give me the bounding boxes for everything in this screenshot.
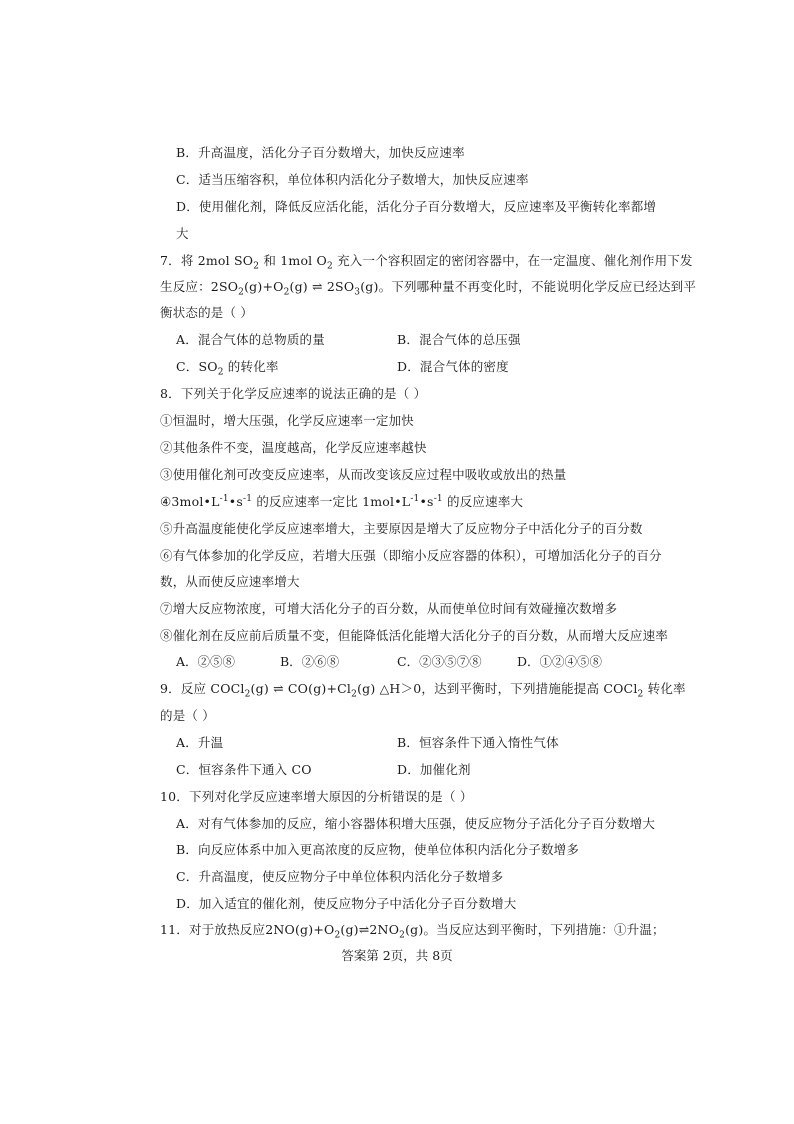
page-footer: 答案第 2页，共 8页 (341, 948, 453, 963)
q10-option-a: A．对有气体参加的反应，缩小容器体积增大压强，使反应物分子活化分子百分数增大 (176, 816, 656, 831)
q6-option-d-continued: 大 (176, 226, 189, 241)
q8-statement-2: ②其他条件不变，温度越高，化学反应速率越快 (160, 440, 427, 455)
q9-option-c: C．恒容条件下通入 CO (176, 762, 312, 777)
q7-option-d: D．混合气体的密度 (397, 359, 509, 374)
q8-statement-6-continued: 数，从而使反应速率增大 (160, 574, 300, 589)
q9-option-d: D．加催化剂 (397, 762, 471, 777)
q6-option-c: C．适当压缩容积，单位体积内活化分子数增大，加快反应速率 (176, 172, 529, 187)
q8-option-a: A．②⑤⑧ (176, 654, 236, 669)
q9-stem-line2: 的是（ ） (160, 708, 215, 723)
q8-statement-6: ⑥有气体参加的化学反应，若增大压强（即缩小反应容器的体积），可增加活化分子的百分 (160, 548, 662, 563)
q9-option-b: B．恒容条件下通入惰性气体 (397, 735, 559, 750)
q10-option-d: D．加入适宜的催化剂，使反应物分子中活化分子百分数增大 (176, 896, 517, 911)
q6-option-b: B．升高温度，活化分子百分数增大，加快反应速率 (176, 145, 465, 160)
q10-option-b: B．向反应体系中加入更高浓度的反应物，使单位体积内活化分子数增多 (176, 842, 580, 857)
q9-option-a: A．升温 (176, 735, 224, 750)
q7-stem-line3: 衡状态的是（ ） (160, 305, 254, 320)
q8-stem: 8．下列关于化学反应速率的说法正确的是（ ） (160, 386, 427, 401)
q8-statement-8: ⑧催化剂在反应前后质量不变，但能降低活化能增大活化分子的百分数，从而增大反应速率 (160, 628, 669, 643)
q9-stem-line1: 9．反应 COCl$_2$(g) ⇌ $CO(g)+Cl_2(g)$ △H＞0，达到平衡时，下列措施能提高 COCl$_2$ 转化率 (160, 681, 686, 700)
q11-stem-line1: 11．对于放热反应$2NO(g)+O_2(g)\rightleftharpoons 2NO_2(g)$。当反应达到平衡时，下列措施：①升温； (160, 922, 665, 941)
q8-option-d: D．①②④⑤⑧ (517, 654, 603, 669)
q7-option-a: A．混合气体的总物质的量 (176, 332, 325, 347)
q8-statement-1: ①恒温时，增大压强，化学反应速率一定加快 (160, 413, 415, 428)
q6-option-d: D．使用催化剂，降低反应活化能，活化分子百分数增大，反应速率及平衡转化率都增 (176, 199, 657, 214)
q8-option-c: C．②③⑤⑦⑧ (397, 654, 482, 669)
q7-option-c: C．$SO_2$ 的转化率 (176, 359, 279, 378)
q10-stem: 10．下列对化学反应速率增大原因的分析错误的是（ ） (160, 789, 473, 804)
q7-option-b: B．混合气体的总压强 (397, 332, 521, 347)
q7-stem-line2: 生反应：$2SO_2(g)+O_2(g)$ ⇌ $2SO_3(g)$。下列哪种量不再变化时，不能说明化学反应已经达到平 (160, 279, 697, 298)
q8-statement-4: $④3mol•L^{-1}•s^{-1}$ 的反应速率一定比 $1mol•L^{-1}•s^{-1}$ 的反应速率大 (160, 493, 524, 509)
q10-option-c: C．升高温度，使反应物分子中单位体积内活化分子数增多 (176, 869, 504, 884)
q7-stem-line1: 7．将 2mol $SO_2$ 和 1mol $O_2$ 充入一个容积固定的密闭容器中，在一定温度、催化剂作用下发 (160, 253, 693, 272)
q8-statement-5: ⑤升高温度能使化学反应速率增大，主要原因是增大了反应物分子中活化分子的百分数 (160, 521, 643, 536)
q8-statement-7: ⑦增大反应物浓度，可增大活化分子的百分数，从而使单位时间有效碰撞次数增多 (160, 601, 618, 616)
q8-statement-3: ③使用催化剂可改变反应速率，从而改变该反应过程中吸收或放出的热量 (160, 467, 567, 482)
q8-option-b: B．②⑥⑧ (280, 654, 340, 669)
